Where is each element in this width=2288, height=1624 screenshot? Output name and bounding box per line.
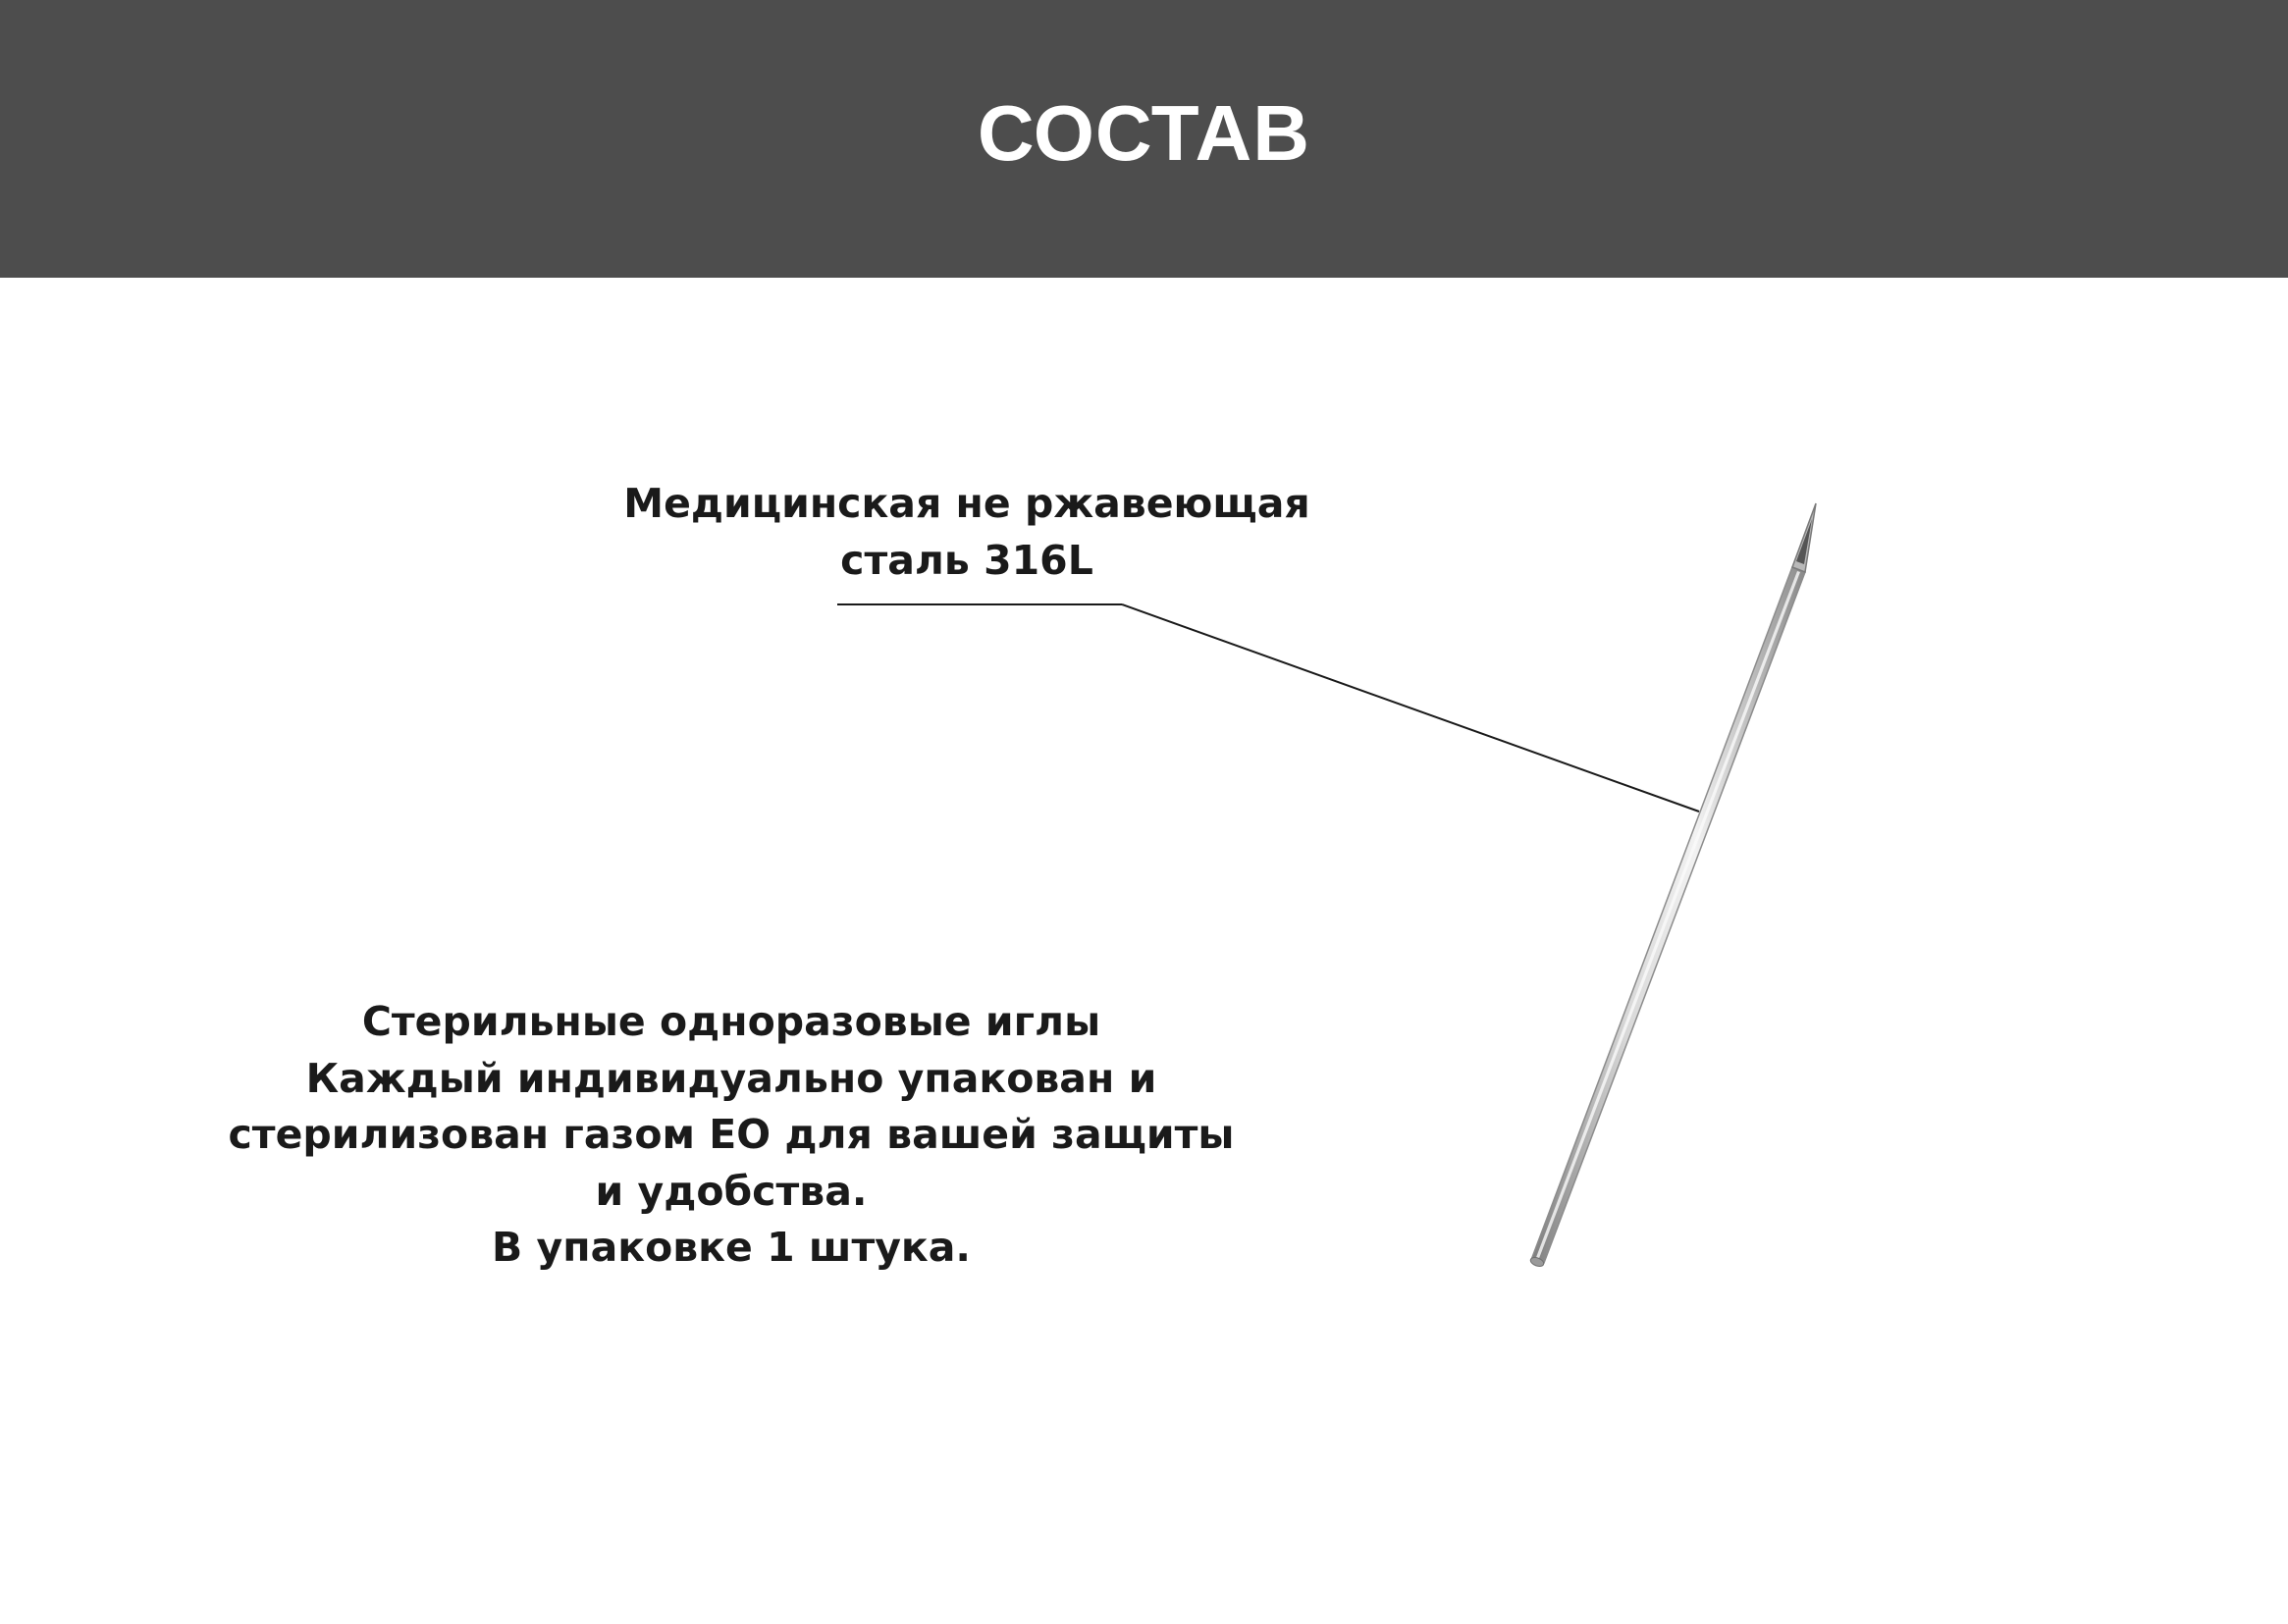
description-line: и удобства. (595, 1167, 868, 1215)
description-line: Стерильные одноразовые иглы (361, 998, 1101, 1045)
description-line: стерилизован газом ЕО для вашей защиты (228, 1111, 1235, 1158)
description-line: Каждый индивидуально упакован и (305, 1054, 1157, 1102)
callout-line: Медицинская не ржавеющая (623, 480, 1310, 527)
description-line: В упаковке 1 штука. (492, 1224, 971, 1271)
product-description (196, 994, 1266, 1277)
callout-leader-line (837, 604, 1699, 812)
needle-icon (1529, 503, 1816, 1268)
page-title: СОСТАВ (977, 89, 1311, 177)
callout-line: сталь 316L (840, 537, 1093, 584)
